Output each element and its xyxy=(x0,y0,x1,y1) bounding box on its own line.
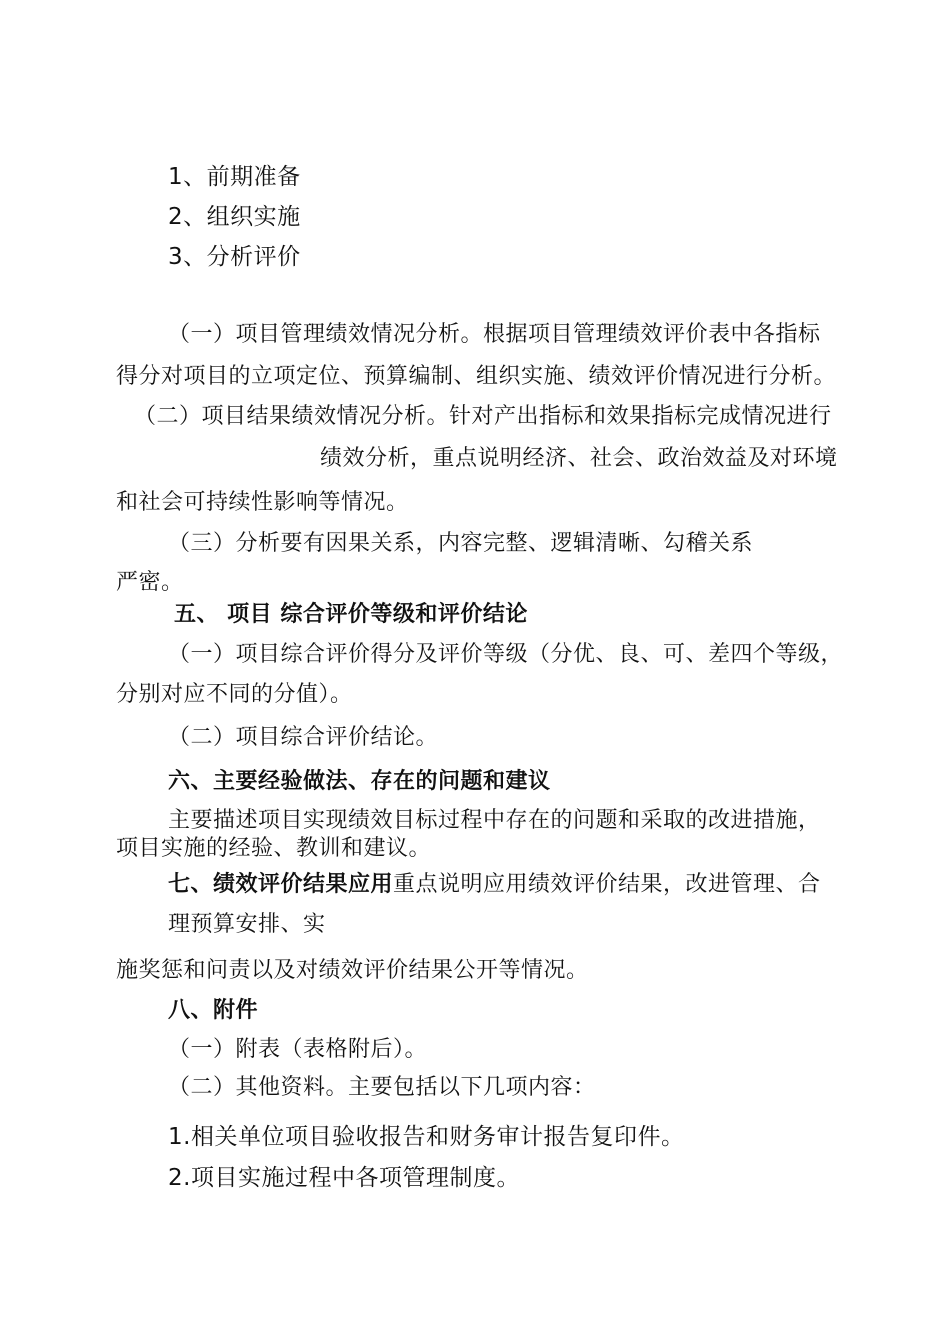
s4-p2-line2: 绩效分析，重点说明经济、社会、政治效益及对环境 xyxy=(320,446,838,471)
section-8-heading: 八、附件 xyxy=(168,998,259,1023)
s4-p2-line3: 和社会可持续性影响等情况。 xyxy=(116,490,409,515)
s8-item-2: 2.项目实施过程中各项管理制度。 xyxy=(168,1165,520,1191)
s7-line2: 理预算安排、实 xyxy=(168,912,326,937)
section-6-heading: 六、主要经验做法、存在的问题和建议 xyxy=(168,769,551,794)
s8-p1: （一）附表（表格附后）。 xyxy=(168,1037,428,1062)
s4-p1-line1: （一）项目管理绩效情况分析。根据项目管理绩效评价表中各指标 xyxy=(168,322,821,347)
step-2: 2、组织实施 xyxy=(168,204,301,230)
s4-p2-line1: （二）项目结果绩效情况分析。针对产出指标和效果指标完成情况进行 xyxy=(134,404,832,429)
s5-p1-line2: 分别对应不同的分值）。 xyxy=(116,682,353,707)
s4-p1-line2: 得分对项目的立项定位、预算编制、组织实施、绩效评价情况进行分析。 xyxy=(116,364,837,389)
s4-p3-line1: （三）分析要有因果关系，内容完整、逻辑清晰、勾稽关系 xyxy=(168,531,754,556)
section-7-heading: 七、绩效评价结果应用 xyxy=(168,872,394,897)
s7-line1 xyxy=(168,870,821,900)
s5-p1-line1: （一）项目综合评价得分及评价等级（分优、良、可、差四个等级， xyxy=(168,642,844,667)
section-5-heading: 五、 项目 综合评价等级和评价结论 xyxy=(174,602,528,627)
s8-item-1: 1.相关单位项目验收报告和财务审计报告复印件。 xyxy=(168,1124,685,1150)
s6-line2: 项目实施的经验、教训和建议。 xyxy=(116,836,432,861)
step-3: 3、分析评价 xyxy=(168,244,301,270)
step-1: 1、前期准备 xyxy=(168,164,301,190)
s7-line1-rest: 重点说明应用绩效评价结果，改进管理、合 xyxy=(393,872,821,897)
s5-p2: （二）项目综合评价结论。 xyxy=(168,725,439,750)
s6-line1: 主要描述项目实现绩效目标过程中存在的问题和采取的改进措施， xyxy=(168,808,821,833)
s7-line3: 施奖惩和问责以及对绩效评价结果公开等情况。 xyxy=(116,958,589,983)
s4-p3-line2: 严密。 xyxy=(116,570,184,595)
s8-p2: （二）其他资料。主要包括以下几项内容： xyxy=(168,1075,596,1100)
